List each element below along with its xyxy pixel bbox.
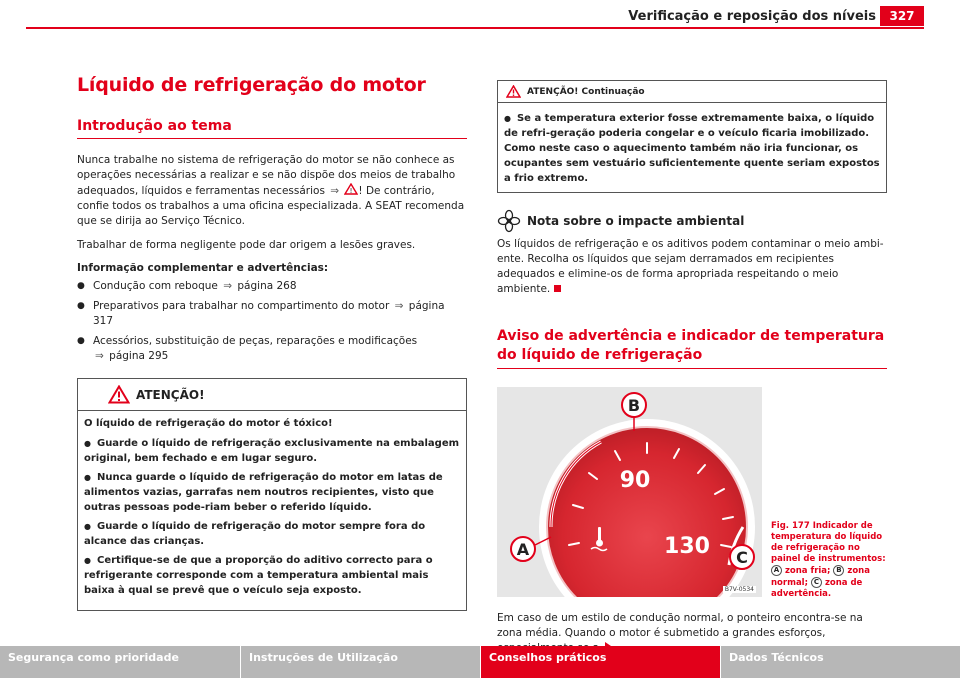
bullet-icon: ● — [84, 473, 91, 482]
figure-177 — [497, 387, 887, 607]
reference-arrow-icon: ⇒ — [95, 350, 104, 362]
warning-label: ATENÇÃO! — [136, 387, 205, 402]
warning-item: ● Certifique-se de que a proporção do aditivo correcto para o refrigerante corresponde com a temperatura ambiental mais baixa à qual se prevê que o veículo seja exposto. — [84, 555, 433, 596]
tab-technical-data[interactable]: Dados Técnicos — [720, 646, 960, 678]
list-item: ● Preparativos para trabalhar no compartimento do motor ⇒ página 317 — [77, 299, 467, 329]
right-column — [497, 80, 887, 665]
section-title-intro: Introdução ao tema — [77, 118, 467, 139]
warning-continuation-body — [498, 103, 886, 192]
callout-c-icon: C — [811, 577, 822, 588]
info-heading: Informação complementar e advertências: — [77, 262, 329, 274]
figure-code: B7V-0534 — [724, 586, 754, 593]
warning-continuation-box — [497, 80, 887, 193]
warning-triangle-icon — [506, 85, 521, 98]
svg-text:!: ! — [350, 187, 353, 195]
reference-list — [77, 279, 467, 364]
tab-practical-tips[interactable]: Conselhos práticos — [480, 646, 720, 678]
page-link[interactable]: página 268 — [237, 280, 297, 292]
callout-a-icon: A — [771, 565, 782, 576]
section-title-gauge: Aviso de advertência e indicador de temperatura do líquido de refrigeração — [497, 327, 887, 369]
callout-a: A — [516, 540, 530, 559]
footer-nav — [0, 646, 960, 678]
warning-continuation-label: ATENÇÃO! Continuação — [527, 86, 645, 97]
tab-safety[interactable]: Segurança como prioridade — [0, 646, 240, 678]
end-mark-icon — [554, 285, 561, 292]
bullet-icon: ● — [84, 439, 91, 448]
negligence-paragraph: Trabalhar de forma negligente pode dar origem a lesões graves. — [77, 239, 416, 251]
page-number: 327 — [880, 6, 924, 26]
gauge-130-label: 130 — [664, 534, 710, 559]
environment-note-header — [497, 209, 887, 233]
bullet-icon: ● — [84, 556, 91, 565]
list-item: ● Condução com reboque ⇒ página 268 — [77, 279, 467, 294]
gauge-image — [497, 387, 762, 597]
warning-continuation-header — [498, 81, 886, 103]
page-link[interactable]: página 295 — [109, 350, 169, 362]
temperature-gauge-illustration — [497, 387, 762, 597]
callout-b-icon: B — [833, 565, 844, 576]
warning-body — [78, 411, 466, 610]
reference-arrow-icon: ⇒ — [330, 185, 340, 197]
page-link[interactable]: página 317 — [93, 300, 445, 327]
bullet-icon: ● — [504, 114, 511, 123]
callout-c: C — [736, 548, 748, 567]
header-rule — [26, 27, 924, 29]
intro-paragraph: Nunca trabalhe no sistema de refrigeração do motor se não conhece as operações necessárias a realizar e se não dispõe dos meios de trabalho adequados, líquidos e ferramentas necessários ⇒ ! ! De contrário, confie todos os trabalhos a uma oficina especializada. A SEAT recomenda que se dirija ao Serviço Técnico. — [77, 154, 465, 227]
flower-environment-icon — [497, 209, 521, 233]
bullet-icon: ● — [84, 522, 91, 531]
left-column — [77, 74, 467, 611]
warning-triangle-icon — [108, 385, 130, 404]
page-header — [0, 0, 960, 30]
figure-caption: Fig. 177 Indicador de temperatura do líquido de refrigeração no painel de instrumentos: A zona fria; B zona normal; C zona de advertência. — [771, 521, 886, 599]
environment-note-label: Nota sobre o impacte ambiental — [527, 214, 745, 228]
warning-item: ● Nunca guarde o líquido de refrigeração do motor em latas de alimentos vazias, garrafas nem noutros recipientes, visto que outras pessoas pode-riam beber o referido líquido. — [84, 472, 443, 513]
warning-header — [78, 379, 466, 411]
warning-triangle-icon[interactable] — [344, 183, 358, 195]
warning-item: ● Guarde o líquido de refrigeração do motor sempre fora do alcance das crianças. — [84, 521, 426, 547]
reference-arrow-icon: ⇒ — [394, 300, 404, 312]
reference-arrow-icon: ⇒ — [223, 280, 233, 292]
warning-box — [77, 378, 467, 611]
environment-note-text: Os líquidos de refrigeração e os aditivos podem contaminar o meio ambi-ente. Recolha os líquidos que sejam derramados em recipientes adequados e elimine-os de forma apropriada respeitando o meio ambiente. — [497, 238, 884, 295]
header-title: Verificação e reposição dos níveis — [628, 9, 876, 24]
callout-b: B — [627, 396, 641, 415]
list-item: ● Acessórios, substituição de peças, reparações e modificações ⇒ página 295 — [77, 334, 467, 364]
tab-operating-instructions[interactable]: Instruções de Utilização — [240, 646, 480, 678]
warning-item: ● Guarde o líquido de refrigeração exclusivamente na embalagem original, bem fechado e em lugar seguro. — [84, 438, 460, 464]
closing-paragraph: Em caso de um estilo de condução normal, o ponteiro encontra-se na zona média. Quando o motor é submetido a grandes esforços, — [497, 611, 887, 656]
warning-item: ● Se a temperatura exterior fosse extremamente baixa, o líquido de refri-geração poderia congelar e o veículo ficaria imobilizado. Como neste caso o aquecimento também não iria funcionar, os ocupantes sem vestuário suficientemente quente seriam expostos a frio extremo. — [504, 113, 880, 184]
main-title: Líquido de refrigeração do motor — [77, 74, 426, 96]
gauge-90-label: 90 — [619, 468, 651, 493]
warning-lead: O líquido de refrigeração do motor é tóxico! — [84, 418, 333, 429]
